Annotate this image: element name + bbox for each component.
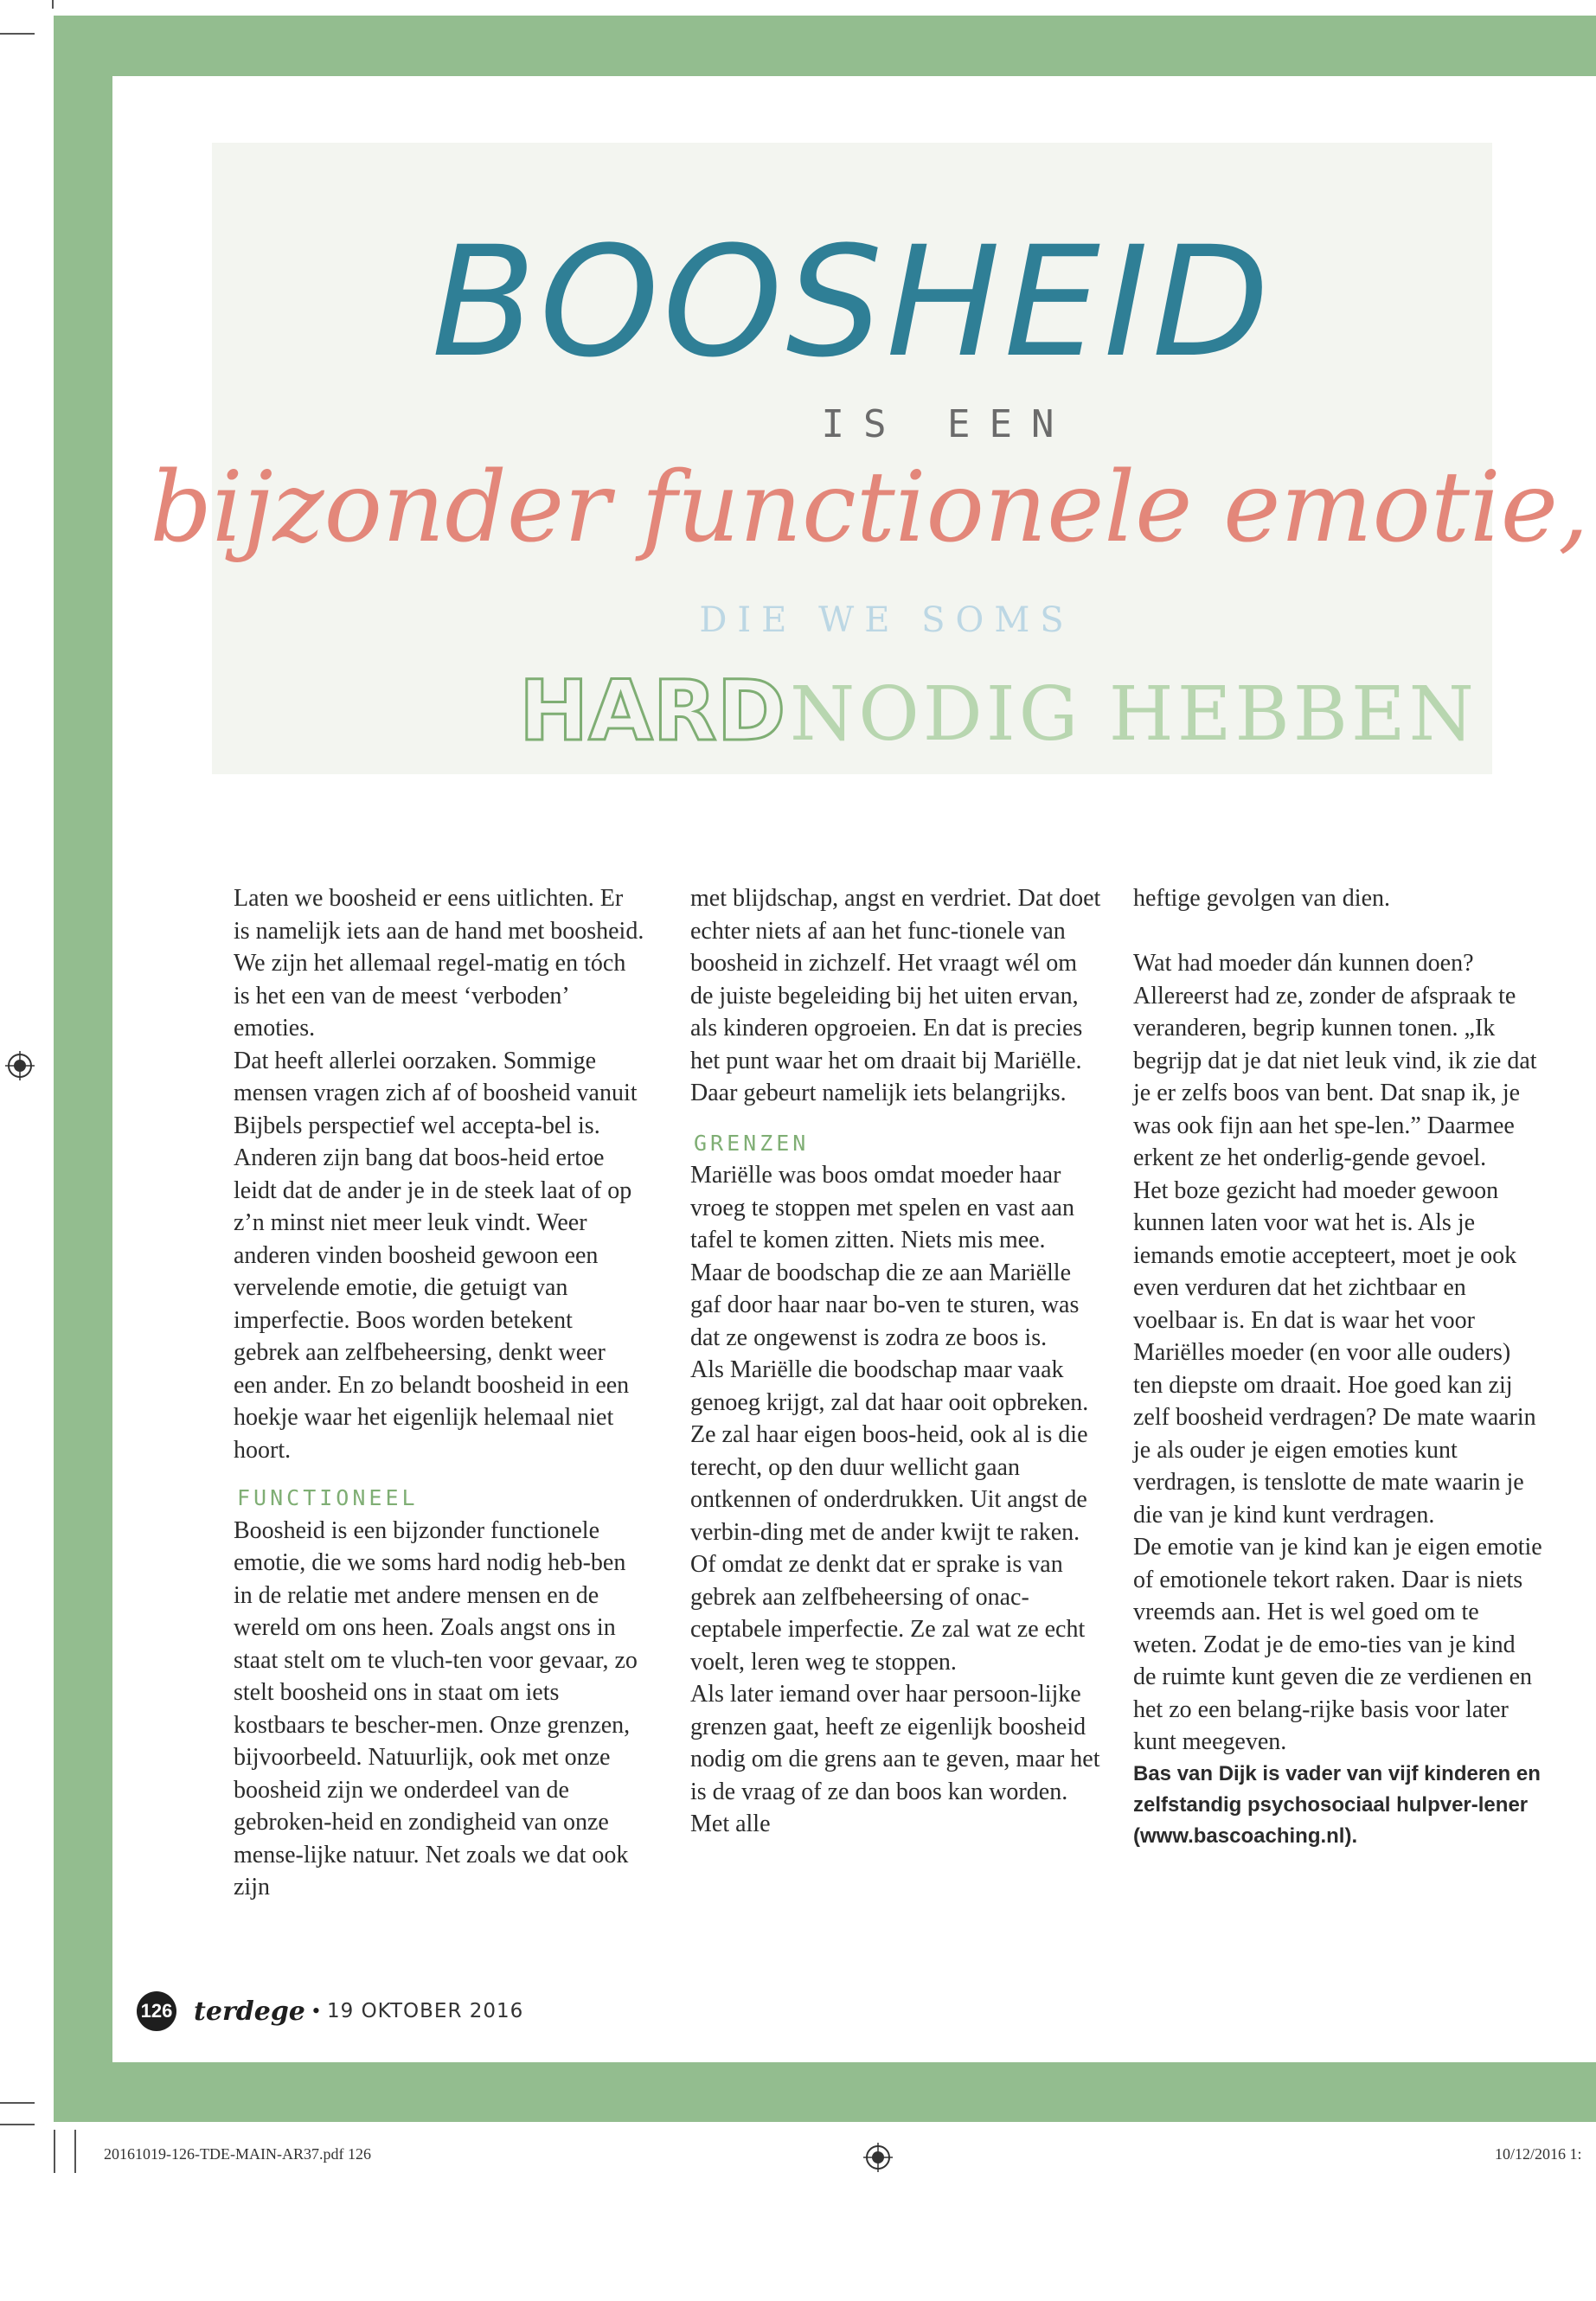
magazine-brand: terdege (194, 1996, 305, 2027)
col2-paragraph-2: Mariëlle was boos omdat moeder haar vroeg te stoppen met spelen en vast aan tafel te komen zitten. Niets mis mee. Maar de boodschap die ze aan Mariëlle gaf door haar naar bo-ven te sturen, was dat ze ongewenst is zodra ze boos is. (690, 1162, 1080, 1351)
col2-paragraph-4: Als later iemand over haar persoon-lijke grenzen gaat, heeft ze eigenlijk boosheid nodig om die grens aan te geven, maar het is de vraag of ze dan boos kan worden. Met alle (690, 1681, 1100, 1837)
col2-paragraph-1: met blijdschap, angst en verdriet. Dat doet echter niets af aan het func-tionele van boosheid in zichzelf. Het vraagt wél om de juiste begeleiding bij het uiten ervan, als kinderen opgroeien. En dat is precies het punt waar het om draait bij Mariëlle. Daar gebeurt namelijk iets belangrijks. (690, 885, 1101, 1106)
print-slug-timestamp: 10/12/2016 1: (1495, 2145, 1582, 2163)
article-column-2 (690, 882, 1101, 1841)
author-bio: Bas van Dijk is vader van vijf kinderen en zelfstandig psychosociaal hulpver-lener (www.bascoaching.nl). (1133, 1761, 1541, 1848)
col1-intro: Laten we boosheid er eens uitlichten. Er is namelijk iets aan de hand met boosheid. We zijn het allemaal regel-matig en tóch is het een van de meest ‘verboden’ emoties. (234, 885, 644, 1042)
crop-mark-bottom-left-v1 (54, 2130, 55, 2173)
col1-paragraph-2: Dat heeft allerlei oorzaken. Sommige mensen vragen zich af of boosheid vanuit Bijbels perspectief wel accepta-bel is. Anderen zijn bang dat boos-heid ertoe leidt dat de ander je in de steek laat of op z’n minst niet meer leuk vindt. Weer anderen vinden boosheid gewoon een vervelende emotie, die getuigt van imperfectie. Boos worden betekent gebrek aan zelfbeheersing, denkt weer een ander. En zo belandt boosheid in een hoekje waar het eigenlijk helemaal niet hoort. (234, 1047, 638, 1464)
hero-lettering-art (150, 143, 1589, 774)
col3-paragraph-1: heftige gevolgen van dien. (1133, 885, 1391, 912)
col2-paragraph-3: Als Mariëlle die boodschap maar vaak genoeg krijgt, zal dat haar ooit opbreken. Ze zal haar eigen boos-heid, ook al is die terecht, op den duur wellicht gaan ontkennen of onderdrukken. Uit angst de verbin-ding met de ander kwijt te raken. Of omdat ze denkt dat er sprake is van gebrek aan zelfbeheersing of onac-ceptabele imperfectie. Ze zal wat ze echt voelt, leren weg te stoppen. (690, 1356, 1089, 1676)
col3-paragraph-2: Wat had moeder dán kunnen doen? Allereerst had ze, zonder de afspraak te veranderen, begrip kunnen tonen. „Ik begrijp dat je dat niet leuk vind, ik zie dat je er zelfs boos van bent. Dat snap ik, je was ook fijn aan het spe-len.” Daarmee erkent ze het onderlig-gende gevoel. (1133, 950, 1537, 1171)
crop-mark-top-left-h (0, 33, 35, 35)
hero-hard: HARD (519, 663, 786, 760)
subheading-functioneel: FUNCTIONEEL (237, 1485, 419, 1510)
paragraph-gap (1133, 915, 1544, 948)
article-column-1 (234, 882, 644, 1904)
crop-mark-bottom-left-h1 (0, 2102, 35, 2104)
hero-title-boosheid: BOOSHEID (431, 214, 1273, 391)
col3-paragraph-4: De emotie van je kind kan je eigen emotie of emotionele tekort raken. Daar is niets vreemds aan. Het is wel goed om te weten. Zodat je de emo-ties van je kind de ruimte kunt geven die ze verdienen en het zo een belang-rijke basis voor later kunt meegeven. (1133, 1534, 1542, 1755)
page-number-badge: 126 (137, 1991, 176, 2031)
hero-is-een: IS EEN (821, 402, 1074, 446)
subheading-grenzen: GRENZEN (694, 1130, 810, 1156)
article-column-3 (1133, 882, 1544, 1852)
col1-paragraph-3: Boosheid is een bijzonder functionele emotie, die we soms hard nodig heb-ben in de relatie met andere mensen en de wereld om ons heen. Zoals angst ons in staat stelt om te vluch-ten voor gevaar, zo stelt boosheid ons in staat om iets kostbaars te bescher-men. Onze grenzen, bijvoorbeeld. Natuurlijk, ook met onze boosheid zijn we onderdeel van de gebroken-heid en zondigheid van onze mense-lijke natuur. Net zoals we dat ook zijn (234, 1516, 638, 1900)
crop-mark-top-left-v (52, 0, 54, 9)
hero-script-line: bijzonder functionele emotie, (150, 452, 1589, 564)
hero-die-we-soms: DIE WE SOMS (699, 600, 1074, 640)
footer-separator: • (311, 1998, 320, 2023)
col3-paragraph-3: Het boze gezicht had moeder gewoon kunnen laten voor wat het is. Als je iemands emotie accepteert, moet je ook even verduren dat het zichtbaar en voelbaar is. En dat is waar het voor Mariëlles moeder (en voor alle ouders) ten diepste om draait. Hoe goed kan zij zelf boosheid verdragen? De mate waarin je als ouder je eigen emoties kunt verdragen, is tenslotte de mate waarin je die van je kind kunt verdragen. (1133, 1176, 1536, 1529)
registration-mark-left-icon (5, 1051, 35, 1080)
crop-mark-bottom-left-v2 (74, 2130, 76, 2173)
hero-nodig-hebben: NODIG HEBBEN (790, 671, 1477, 758)
issue-date: 19 OKTOBER 2016 (327, 2000, 524, 2022)
crop-mark-bottom-left-h2 (0, 2124, 35, 2125)
registration-mark-bottom-icon (863, 2143, 893, 2172)
print-slug-filename: 20161019-126-TDE-MAIN-AR37.pdf 126 (104, 2145, 371, 2163)
page-footer (137, 1990, 523, 2033)
hero-lettering (150, 143, 1589, 774)
